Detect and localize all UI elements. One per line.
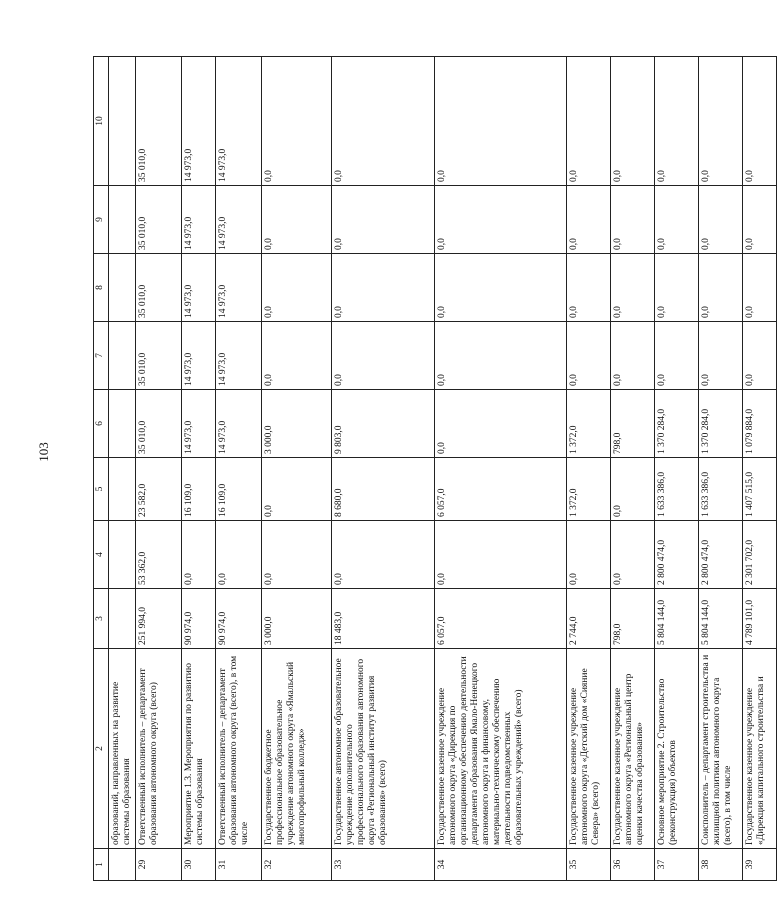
header-cell: 6: [94, 390, 109, 458]
row-name: Основное мероприятие 2. Строительство (реконструкция) объектов: [655, 649, 699, 849]
value-cell: 14 973,0: [216, 57, 262, 186]
value-cell: 0,0: [611, 186, 655, 254]
row-name: Мероприятие 1.3. Мероприятия по развитию системы образования: [182, 649, 216, 849]
value-cell: 0,0: [699, 322, 743, 390]
value-cell: [109, 322, 136, 390]
value-cell: 0,0: [435, 57, 567, 186]
value-cell: 0,0: [262, 57, 332, 186]
value-cell: 0,0: [655, 57, 699, 186]
value-cell: 0,0: [699, 254, 743, 322]
value-cell: 0,0: [332, 254, 435, 322]
row-number: 29: [136, 849, 182, 881]
value-cell: 0,0: [435, 186, 567, 254]
value-cell: 0,0: [262, 254, 332, 322]
row-number: 37: [655, 849, 699, 881]
value-cell: 251 994,0: [136, 589, 182, 649]
value-cell: 4 789 101,0: [743, 589, 777, 649]
value-cell: 0,0: [182, 521, 216, 589]
value-cell: [109, 390, 136, 458]
row-name: Государственное казенное учреждение автономного округа «Региональный центр оценки качества образования»: [611, 649, 655, 849]
header-cell: 1: [94, 849, 109, 881]
header-cell: 7: [94, 322, 109, 390]
table-body: [94, 57, 777, 881]
row-name: Государственное автономное образовательное учреждение дополнительного профессионального образования автономного округа «Региональный институт развития образования» (всего): [332, 649, 435, 849]
row-number: 35: [567, 849, 611, 881]
value-cell: 2 800 474,0: [655, 521, 699, 589]
value-cell: [109, 57, 136, 186]
row-number: 32: [262, 849, 332, 881]
value-cell: 0,0: [567, 57, 611, 186]
value-cell: 0,0: [567, 322, 611, 390]
value-cell: 14 973,0: [182, 186, 216, 254]
value-cell: 0,0: [567, 254, 611, 322]
value-cell: 0,0: [743, 254, 777, 322]
row-name: Соисполнитель – департамент строительства и жилищной политики автономного округа (всего), в том числе: [699, 649, 743, 849]
table-row: [136, 57, 182, 881]
rotated-table-wrapper: [93, 57, 766, 881]
value-cell: 35 010,0: [136, 57, 182, 186]
value-cell: 14 973,0: [216, 186, 262, 254]
value-cell: 0,0: [332, 521, 435, 589]
value-cell: [109, 458, 136, 521]
value-cell: 1 372,0: [567, 390, 611, 458]
value-cell: 0,0: [262, 458, 332, 521]
value-cell: 1 370 284,0: [655, 390, 699, 458]
value-cell: 6 057,0: [435, 589, 567, 649]
value-cell: 1 370 284,0: [699, 390, 743, 458]
table-row: [611, 57, 655, 881]
value-cell: 9 803,0: [332, 390, 435, 458]
table-row: [699, 57, 743, 881]
value-cell: 16 109,0: [216, 458, 262, 521]
row-number: 31: [216, 849, 262, 881]
row-number: 39: [743, 849, 777, 881]
value-cell: 798,0: [611, 589, 655, 649]
table-row: [743, 57, 777, 881]
value-cell: 35 010,0: [136, 322, 182, 390]
row-name: Государственное казенное учреждение автономного округа «Детский дом «Сияние Севера» (всего): [567, 649, 611, 849]
value-cell: 8 680,0: [332, 458, 435, 521]
value-cell: 0,0: [743, 57, 777, 186]
header-cell: 9: [94, 186, 109, 254]
row-name: Государственное казенное учреждение «Дирекция капитального строительства и: [743, 649, 777, 849]
value-cell: 0,0: [435, 521, 567, 589]
budget-table-frame: [93, 57, 766, 881]
value-cell: 6 057,0: [435, 458, 567, 521]
value-cell: 16 109,0: [182, 458, 216, 521]
value-cell: 5 804 144,0: [655, 589, 699, 649]
value-cell: 35 010,0: [136, 186, 182, 254]
value-cell: 0,0: [332, 186, 435, 254]
table-row: [567, 57, 611, 881]
value-cell: [109, 254, 136, 322]
value-cell: 14 973,0: [182, 322, 216, 390]
row-name: образований, направленных на развитие системы образования: [109, 649, 136, 849]
value-cell: 0,0: [699, 57, 743, 186]
row-name: Государственное бюджетное профессиональное образовательное учреждение автономного округа «Ямальский многопрофильный колледж»: [262, 649, 332, 849]
header-cell: 10: [94, 57, 109, 186]
value-cell: 14 973,0: [216, 254, 262, 322]
table-row: [332, 57, 435, 881]
value-cell: 0,0: [611, 254, 655, 322]
value-cell: 14 973,0: [182, 57, 216, 186]
value-cell: 1 407 515,0: [743, 458, 777, 521]
header-cell: 8: [94, 254, 109, 322]
row-number: [109, 849, 136, 881]
value-cell: 1 633 386,0: [655, 458, 699, 521]
table-row: [655, 57, 699, 881]
value-cell: 1 372,0: [567, 458, 611, 521]
value-cell: 0,0: [262, 322, 332, 390]
value-cell: [109, 521, 136, 589]
value-cell: 35 010,0: [136, 254, 182, 322]
budget-table: [93, 56, 777, 881]
row-name: Ответственный исполнитель – департамент образования автономного округа (всего): [136, 649, 182, 849]
row-number: 38: [699, 849, 743, 881]
value-cell: 0,0: [332, 57, 435, 186]
header-row: [94, 57, 109, 881]
value-cell: 2 744,0: [567, 589, 611, 649]
value-cell: 90 974,0: [182, 589, 216, 649]
value-cell: 0,0: [611, 458, 655, 521]
value-cell: 0,0: [743, 186, 777, 254]
value-cell: 0,0: [567, 521, 611, 589]
value-cell: 798,0: [611, 390, 655, 458]
row-name: Государственное казенное учреждение автономного округа «Дирекция по организационному обеспечению деятельности департамента образования Ямало-Ненецкого автономного округа и финансовому, материально-техническому обеспечению деятельности подведомственных образовательных учреждений» (всего): [435, 649, 567, 849]
value-cell: 14 973,0: [216, 390, 262, 458]
value-cell: 0,0: [655, 254, 699, 322]
table-row: [262, 57, 332, 881]
value-cell: 53 362,0: [136, 521, 182, 589]
value-cell: 0,0: [655, 186, 699, 254]
value-cell: 2 301 702,0: [743, 521, 777, 589]
table-row: [216, 57, 262, 881]
value-cell: 0,0: [611, 322, 655, 390]
value-cell: 14 973,0: [216, 322, 262, 390]
page-number: 103: [36, 442, 51, 462]
value-cell: 23 582,0: [136, 458, 182, 521]
header-cell: 5: [94, 458, 109, 521]
row-number: 34: [435, 849, 567, 881]
header-cell: 2: [94, 649, 109, 849]
value-cell: [109, 186, 136, 254]
table-row: [109, 57, 136, 881]
value-cell: 0,0: [743, 322, 777, 390]
table-row: [182, 57, 216, 881]
header-cell: 3: [94, 589, 109, 649]
row-name: Ответственный исполнитель – департамент образования автономного округа (всего), в том числе: [216, 649, 262, 849]
value-cell: 0,0: [262, 186, 332, 254]
value-cell: 5 804 144,0: [699, 589, 743, 649]
value-cell: 35 010,0: [136, 390, 182, 458]
value-cell: [109, 589, 136, 649]
value-cell: 2 800 474,0: [699, 521, 743, 589]
value-cell: 0,0: [435, 390, 567, 458]
value-cell: 0,0: [216, 521, 262, 589]
value-cell: 0,0: [262, 521, 332, 589]
row-number: 36: [611, 849, 655, 881]
header-cell: 4: [94, 521, 109, 589]
value-cell: 18 483,0: [332, 589, 435, 649]
value-cell: 0,0: [435, 254, 567, 322]
value-cell: 0,0: [611, 521, 655, 589]
value-cell: 1 079 884,0: [743, 390, 777, 458]
table-row: [435, 57, 567, 881]
value-cell: 3 000,0: [262, 390, 332, 458]
value-cell: 0,0: [332, 322, 435, 390]
row-number: 33: [332, 849, 435, 881]
value-cell: 0,0: [699, 186, 743, 254]
value-cell: 14 973,0: [182, 254, 216, 322]
value-cell: 3 000,0: [262, 589, 332, 649]
value-cell: 0,0: [655, 322, 699, 390]
row-number: 30: [182, 849, 216, 881]
value-cell: 0,0: [611, 57, 655, 186]
value-cell: 0,0: [567, 186, 611, 254]
value-cell: 90 974,0: [216, 589, 262, 649]
value-cell: 1 633 386,0: [699, 458, 743, 521]
value-cell: 0,0: [435, 322, 567, 390]
value-cell: 14 973,0: [182, 390, 216, 458]
